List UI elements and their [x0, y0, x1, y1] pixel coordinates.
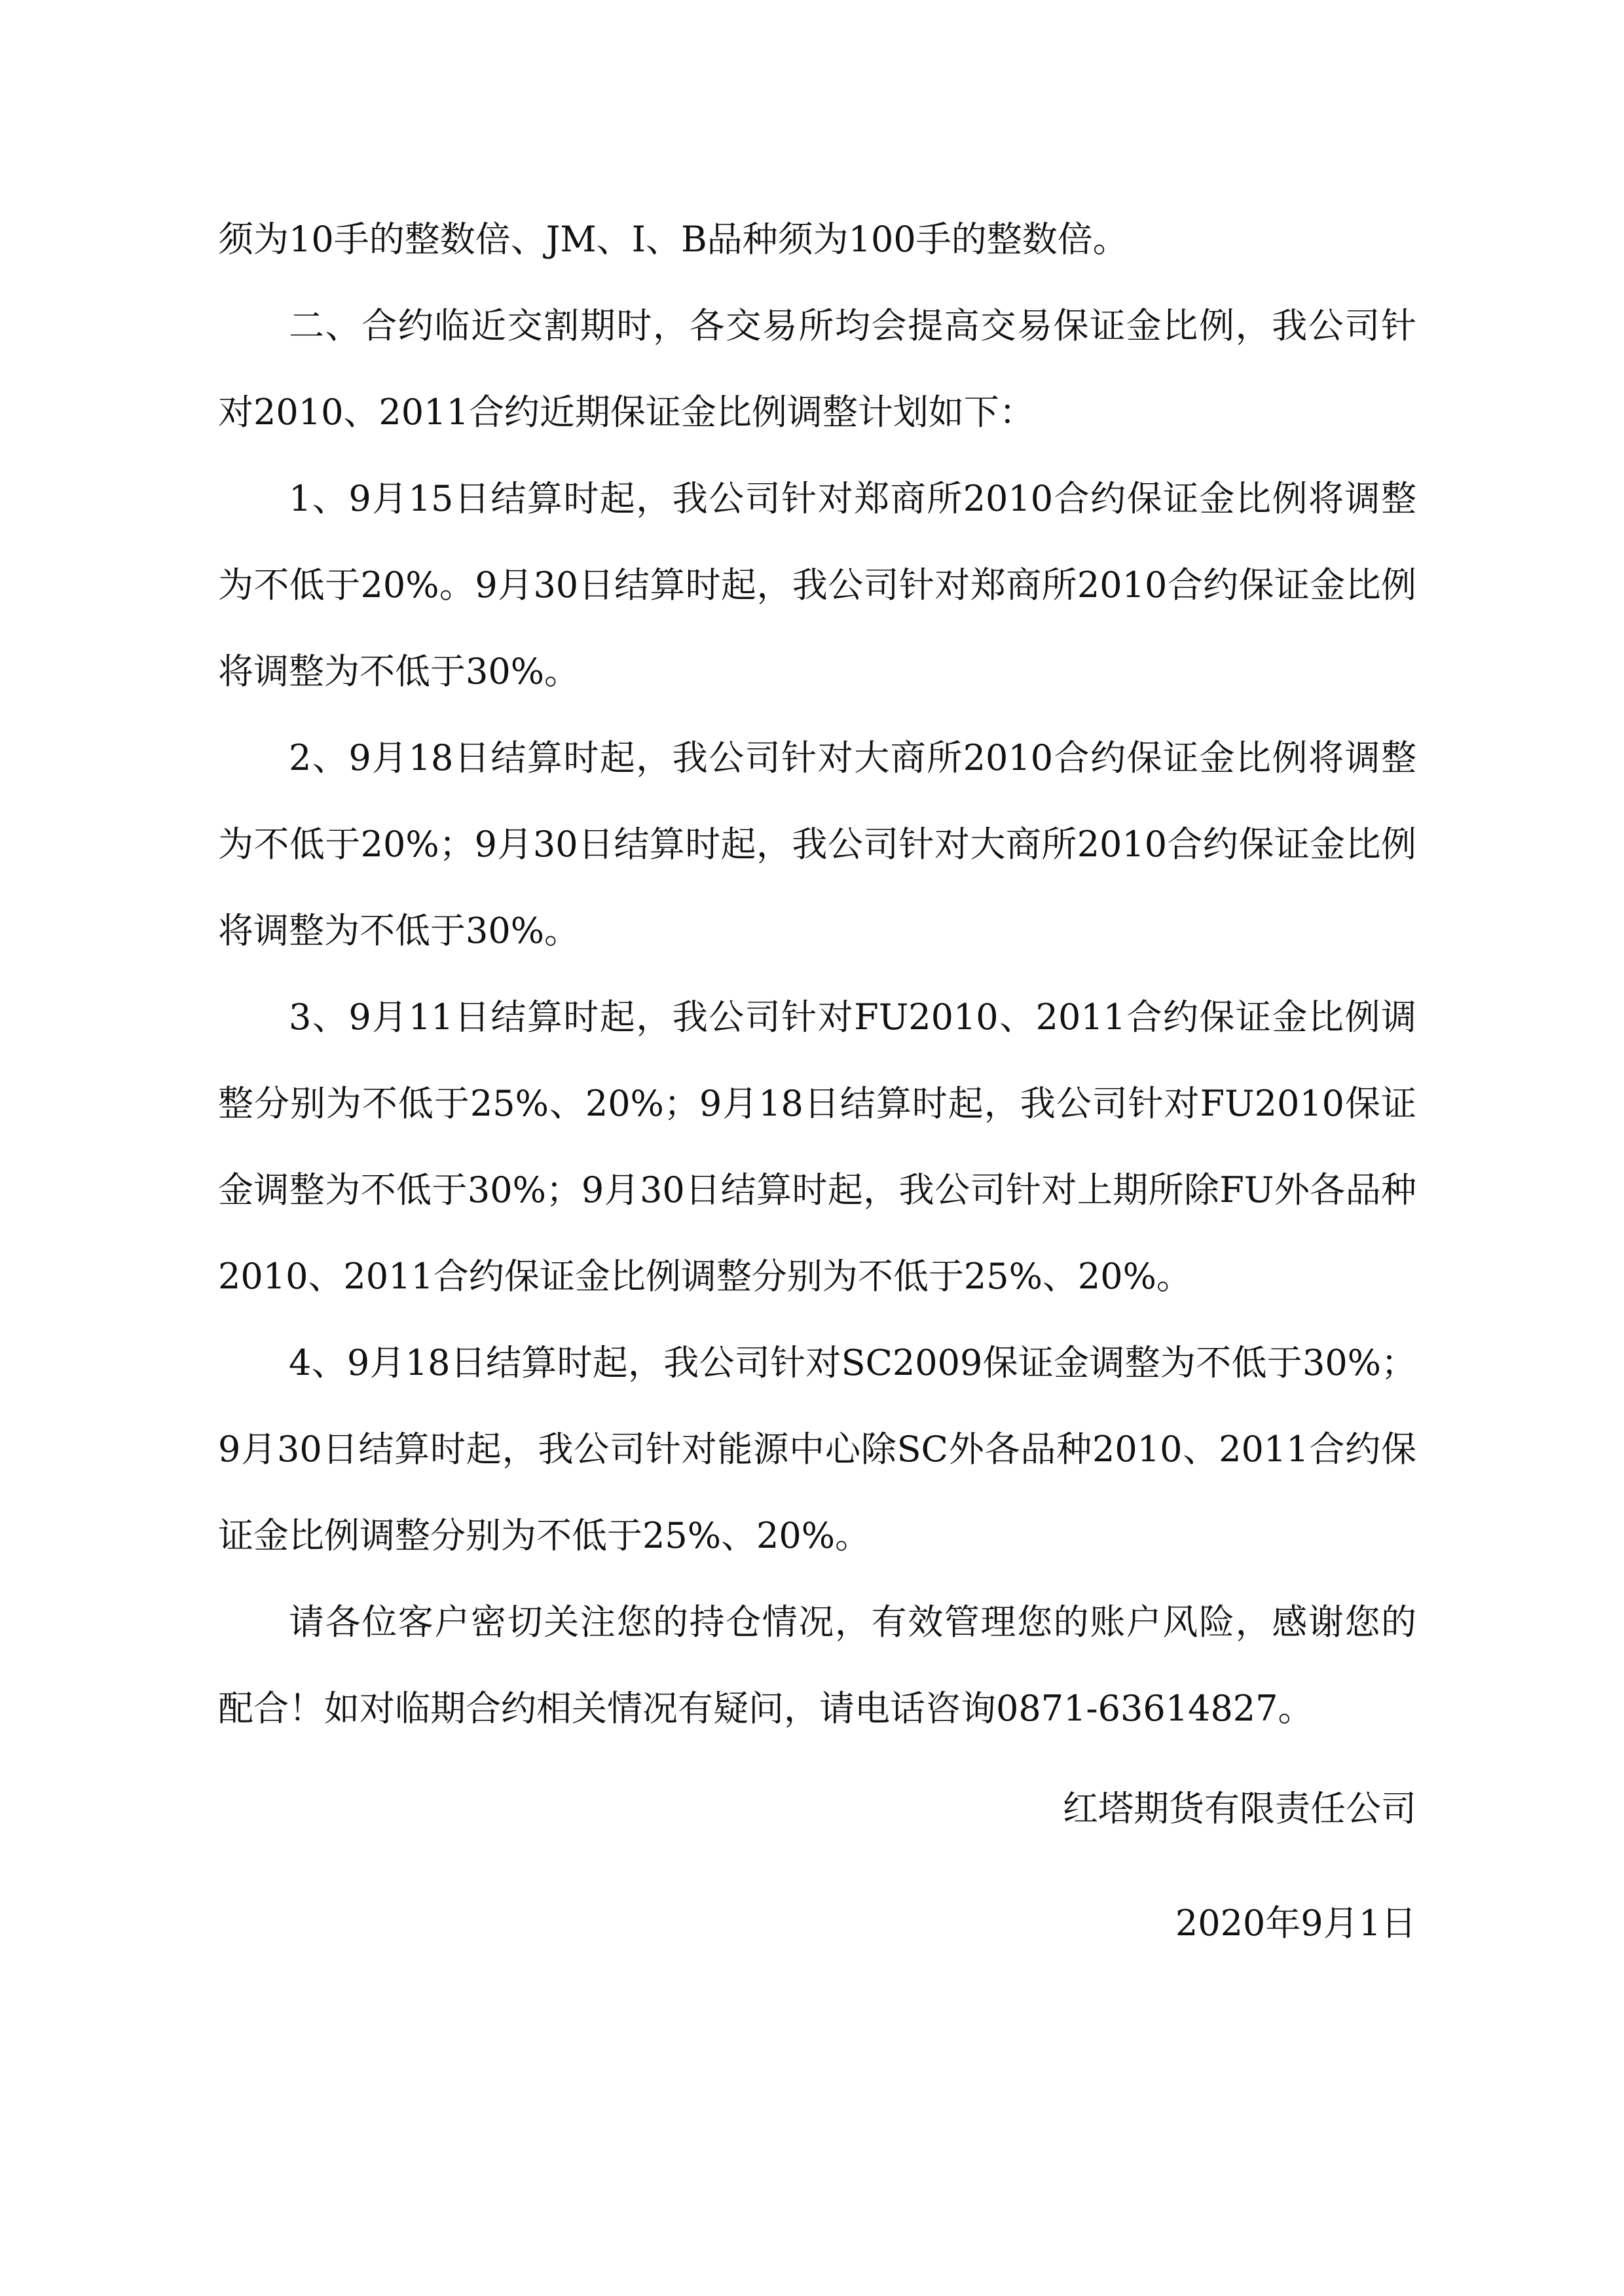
paragraph-item-1: 1、9月15日结算时起，我公司针对郑商所2010合约保证金比例将调整为不低于20%。9月30日结算时起，我公司针对郑商所2010合约保证金比例将调整为不低于30%。 — [218, 478, 1416, 692]
paragraph-section-two: 二、合约临近交割期时，各交易所均会提高交易保证金比例，我公司针对2010、2011合约近期保证金比例调整计划如下： — [218, 305, 1416, 433]
paragraph-continuation: 须为10手的整数倍、JM、I、B品种须为100手的整数倍。 — [218, 219, 1128, 260]
signature-company: 红塔期货有限责任公司 — [1063, 1788, 1416, 1829]
paragraph-item-2: 2、9月18日结算时起，我公司针对大商所2010合约保证金比例将调整为不低于20%；9月30日结算时起，我公司针对大商所2010合约保证金比例将调整为不低于30%。 — [218, 737, 1416, 951]
paragraph-item-4: 4、9月18日结算时起，我公司针对SC2009保证金调整为不低于30%；9月30日结算时起，我公司针对能源中心除SC外各品种2010、2011合约保证金比例调整分别为不低于25%、20%。 — [218, 1342, 1416, 1556]
paragraph-closing: 请各位客户密切关注您的持仓情况，有效管理您的账户风险，感谢您的配合！如对临期合约相关情况有疑问，请电话咨询0871-63614827。 — [218, 1601, 1416, 1729]
paragraph-item-3: 3、9月11日结算时起，我公司针对FU2010、2011合约保证金比例调整分别为不低于25%、20%；9月18日结算时起，我公司针对FU2010保证金调整为不低于30%；9月30日结算时起，我公司针对上期所除FU外各品种2010、2011合约保证金比例调整分别为不低于25%、20%。 — [218, 996, 1416, 1297]
signature-date: 2020年9月1日 — [1175, 1903, 1416, 1944]
document-body — [218, 196, 1416, 1752]
